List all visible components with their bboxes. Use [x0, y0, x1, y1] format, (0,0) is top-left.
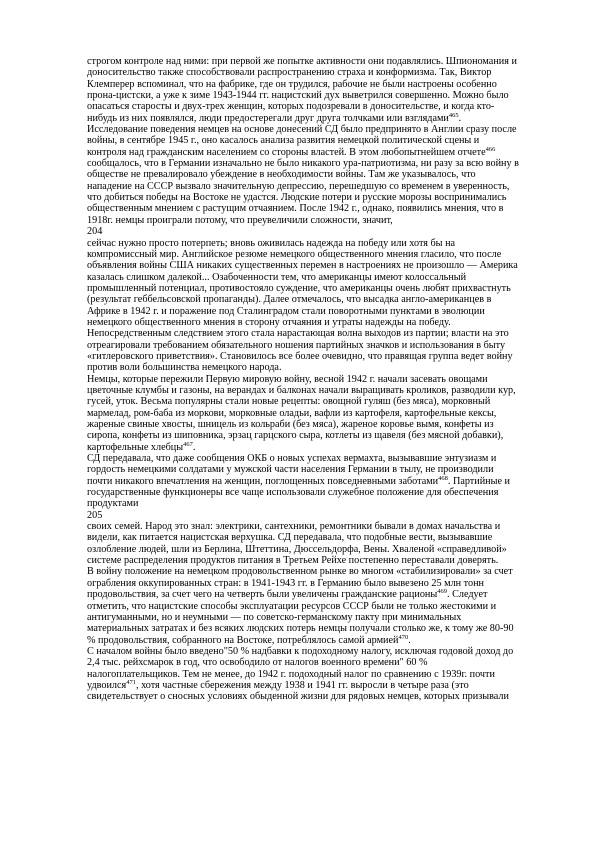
paragraph-text: сейчас нужно просто потерпеть; вновь оживилась надежда на победу или хотя бы на компромиссный мир. Английское резюме немецкого общественного мнения гласило, что после объявления войны США никаких существенных перемен в настроениях не произошло — Америка казалась слишком далекой... Озабоченности тем, что американцы имеют колоссальный промышленный потенциал, противостояло суждение, что американцы очень любят прихвастнуть (результат геббельсовской пропаганды). Далее отмечалось, что высадка англо-американцев в Африке в 1942 г. и поражение под Сталинградом стали поворотными пунктами в эволюции немецкого общественного мнения в сторону отчаяния и утраты надежды на победу.: [87, 237, 518, 328]
paragraph: [87, 453, 519, 510]
paragraph: [87, 566, 519, 645]
paragraph: [87, 238, 519, 329]
paragraph-text: С началом войны было введено"50 % надбавки к подоходному налогу, исключая годовой доход до 2,4 тыс. рейхсмарок в год, что освободило от налогов военного времени" 60 % налогоплательщиков. Тем не менее, до 1942 г. подоходный налог по сравнению с 1939г. почти удвоился: [87, 645, 514, 691]
footnote-ref[interactable]: 468: [438, 474, 448, 482]
document-page: [87, 56, 519, 703]
paragraph-text: СД передавала, что даже сообщения ОКБ о новых успехах вермахта, вызывавшие энтузиазм и гордость немецкими солдатами у мужской части населения Германии в тылу, не производили почти никакого впечатления на женщин, поглощенных повседневными заботами: [87, 453, 497, 487]
paragraph-text: , хотя частные сбережения между 1938 и 1941 гг. выросли в четыре раза (это свидетельствует о сносных условиях обыденной жизни для рядовых немцев, которых призывали: [87, 679, 509, 703]
paragraph: [87, 56, 519, 124]
paragraph: [87, 374, 519, 453]
paragraph-text: .: [458, 112, 462, 124]
page-number: 205: [87, 509, 103, 521]
paragraph-text: В войну положение на немецком продовольственном рынке во многом «стабилизировали» за счет ограбления оккупированных стран: в 1941-1943 гг. в Германию было вывезено 25 млн тонн продовольствия, за счет чего на четверть были увеличены гражданские рационы: [87, 566, 513, 601]
paragraph: [87, 124, 519, 226]
paragraph-text: .: [408, 634, 411, 646]
footnote-ref[interactable]: 465: [448, 111, 459, 119]
paragraph: [87, 646, 519, 703]
paragraph: [87, 521, 519, 566]
footnote-ref[interactable]: 466: [485, 145, 496, 153]
paragraph-text: .: [192, 441, 196, 453]
paragraph-text: сообщалось, что в Германии изначально не было никакого ура-патриотизма, ни разу за всю войну в обществе не превалировало убеждение в необходимости войны. Там же указывалось, что нападение на СССР вызвало значительную депрессию, перешедшую со временем в уверенность, что добиться победы на Востоке не удастся. Людские потери и русские морозы воспринимались общественным мнением с растущим отчаянием. После 1942 г., однако, появились мнения, что в 1918г. немцы проиграли потому, что преувеличили сложности, значит,: [87, 158, 519, 226]
footnote-ref[interactable]: 467: [183, 440, 193, 448]
footnote-ref[interactable]: 471: [126, 678, 136, 686]
page-number: 204: [87, 226, 103, 238]
paragraph-text: строгом контроле над ними: при первой же попытке активности они подавлялись. Шпиономания и доносительство также способствовали распространению страха и конформизма. Так, Виктор Клемперер вспоминал, что на фабрике, где он трудился, рабочие не были настроены особенно прона-цистски, а уже к зиме 1943-1944 гг. нацистский дух выветрился совершенно. Можно было опасаться старосты и двух-трех женщин, которых подозревали в доносительстве, и когда кто-нибудь из них появлялся, люди предостерегали друг друга толчками или взглядами: [87, 56, 517, 124]
footnote-ref[interactable]: 469: [437, 588, 447, 596]
paragraph-text: . Партийные и государственные функционеры все чаще использовали служебное положение для обеспечения продуктами: [87, 475, 510, 510]
paragraph: [87, 328, 519, 373]
footnote-ref[interactable]: 470: [398, 633, 409, 641]
paragraph-text: Немцы, которые пережили Первую мировую войну, весной 1942 г. начали засевать овощами цветочные клумбы и газоны, на верандах и балконах начали выращивать кроликов, разводили кур, гусей, уток. Весьма популярны стали новые рецепты: овощной гуляш (без мяса), морковный мармелад, ром-баба из моркови, морковные оладьи, вафли из картофеля, картофельные кексы, жареные свиные хвосты, шницель из кольраби (без мяса), жареное коровье вымя, конфеты из сиропа, конфеты из шиповника, эрзац гарцского сыра, котлеты из щавеля (без мясной добавки), картофельные хлебцы: [87, 373, 516, 453]
paragraph-text: Непосредственным следствием этого стала нарастающая волна выходов из партии; власти на это отреагировали требованием обязательного ношения партийных значков и использования в быту «гитлеровского приветствия». Становилось все более очевидно, что правящая группа ведет войну против воли большинства немецкого народа.: [87, 328, 513, 374]
paragraph-text: своих семей. Народ это знал: электрики, сантехники, ремонтники бывали в домах начальства и видели, как питается нацистская верхушка. СД передавала, что подобные вести, вызывавшие озлобление людей, шли из Берлина, Штеттина, Дюссельдорфа, Вены. Хваленой «справедливой» системе распределения продуктов питания в Третьем Рейхе постепенно переставали доверять.: [87, 521, 507, 567]
paragraph-text: . Следует отметить, что нацистские способы эксплуатации ресурсов СССР были не только жестокими и антигуманными, но и неумными — по советско-германскому пакту при минимальных материальных затратах и без всяких людских потерь немцы получали столько же, к тому же 80-90 % продовольствия, собранного на Востоке, потреблялось самой армией: [87, 589, 514, 646]
paragraph-text: Исследование поведения немцев на основе донесений СД было предпринято в Англии сразу после войны, в сентябре 1945 г., оно касалось анализа развития немецкой политической сцены и контроля над гражданским населением со стороны властей. В этом любопытнейшем отчете: [87, 124, 517, 158]
